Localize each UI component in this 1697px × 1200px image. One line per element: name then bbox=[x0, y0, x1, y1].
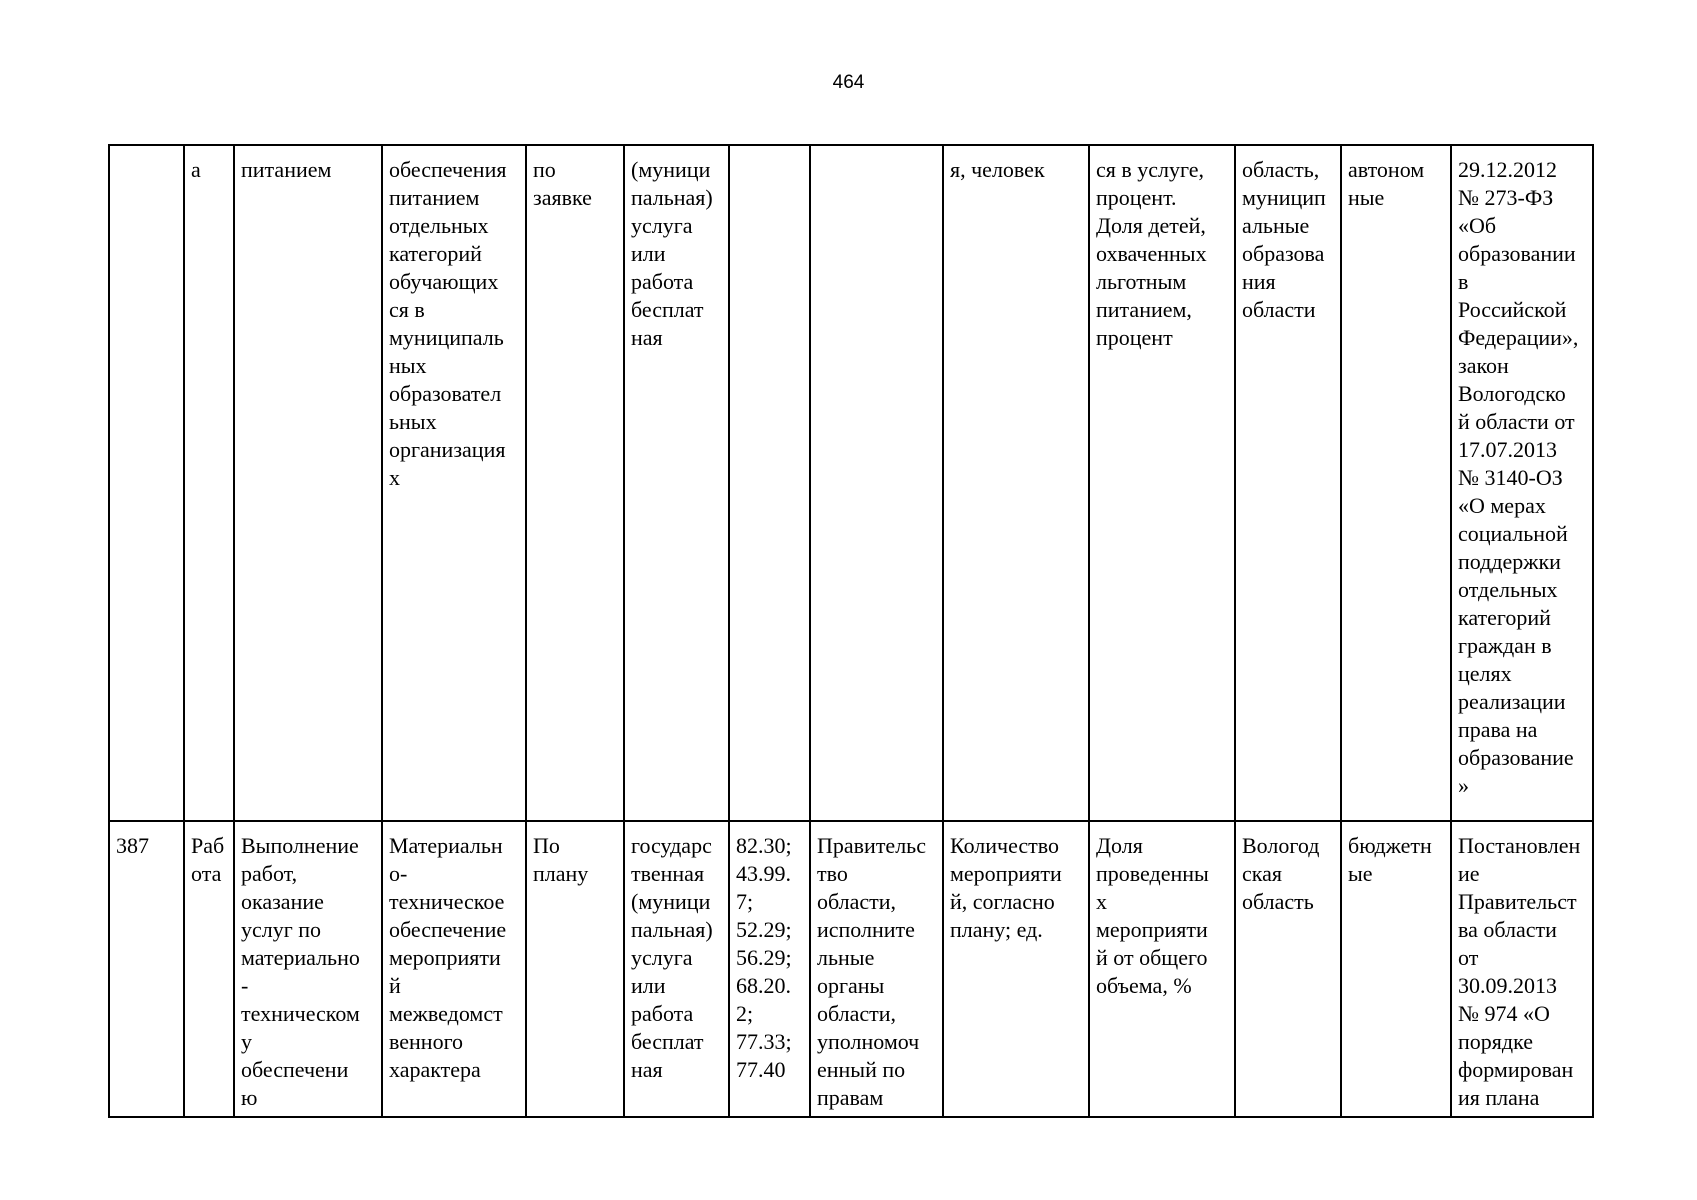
cell-service-name: питанием bbox=[234, 145, 382, 821]
cell-number bbox=[109, 145, 184, 821]
cell-legal-basis: Постановлен ие Правительст ва области от 30.09.2013 № 974 «О порядке формирован ия плана bbox=[1451, 821, 1593, 1117]
cell-quality-indicator: Доля проведенны х мероприяти й от общего объема, % bbox=[1089, 821, 1235, 1117]
cell-authority: Правительс тво области, исполните льные органы области, уполномоч енный по правам bbox=[810, 821, 943, 1117]
table-row bbox=[109, 821, 1593, 1117]
cell-okved: 82.30; 43.99. 7; 52.29; 56.29; 68.20. 2; 77.33; 77.40 bbox=[729, 821, 810, 1117]
cell-condition: По плану bbox=[526, 821, 624, 1117]
cell-volume-indicator: Количество мероприяти й, согласно плану; ед. bbox=[943, 821, 1089, 1117]
cell-type: Раб ота bbox=[184, 821, 234, 1117]
cell-territory: область, муницип альные образова ния области bbox=[1235, 145, 1341, 821]
cell-number: 387 bbox=[109, 821, 184, 1117]
cell-legal-basis: 29.12.2012 № 273-ФЗ «Об образовании в Российской Федерации», закон Вологодско й области от 17.07.2013 № 3140-ОЗ «О мерах социальной поддержки отдельных категорий граждан в целях реализации права на образование » bbox=[1451, 145, 1593, 821]
cell-authority bbox=[810, 145, 943, 821]
cell-service-content: Материальн о- техническое обеспечение мероприяти й межведомст венного характера bbox=[382, 821, 526, 1117]
cell-condition: по заявке bbox=[526, 145, 624, 821]
cell-institution-type: автоном ные bbox=[1341, 145, 1451, 821]
cell-service-kind: (муници пальная) услуга или работа бесплат ная bbox=[624, 145, 729, 821]
table-row bbox=[109, 145, 1593, 821]
cell-volume-indicator: я, человек bbox=[943, 145, 1089, 821]
cell-type: а bbox=[184, 145, 234, 821]
cell-service-name: Выполнение работ, оказание услуг по материально - техническом у обеспечени ю bbox=[234, 821, 382, 1117]
cell-okved bbox=[729, 145, 810, 821]
cell-service-content: обеспечения питанием отдельных категорий обучающих ся в муниципаль ных образовател ьных организация х bbox=[382, 145, 526, 821]
registry-table bbox=[108, 144, 1594, 1118]
cell-territory: Вологод ская область bbox=[1235, 821, 1341, 1117]
cell-quality-indicator: ся в услуге, процент. Доля детей, охваченных льготным питанием, процент bbox=[1089, 145, 1235, 821]
cell-service-kind: государс твенная (муници пальная) услуга или работа бесплат ная bbox=[624, 821, 729, 1117]
page-number: 464 bbox=[832, 72, 865, 93]
cell-institution-type: бюджетн ые bbox=[1341, 821, 1451, 1117]
